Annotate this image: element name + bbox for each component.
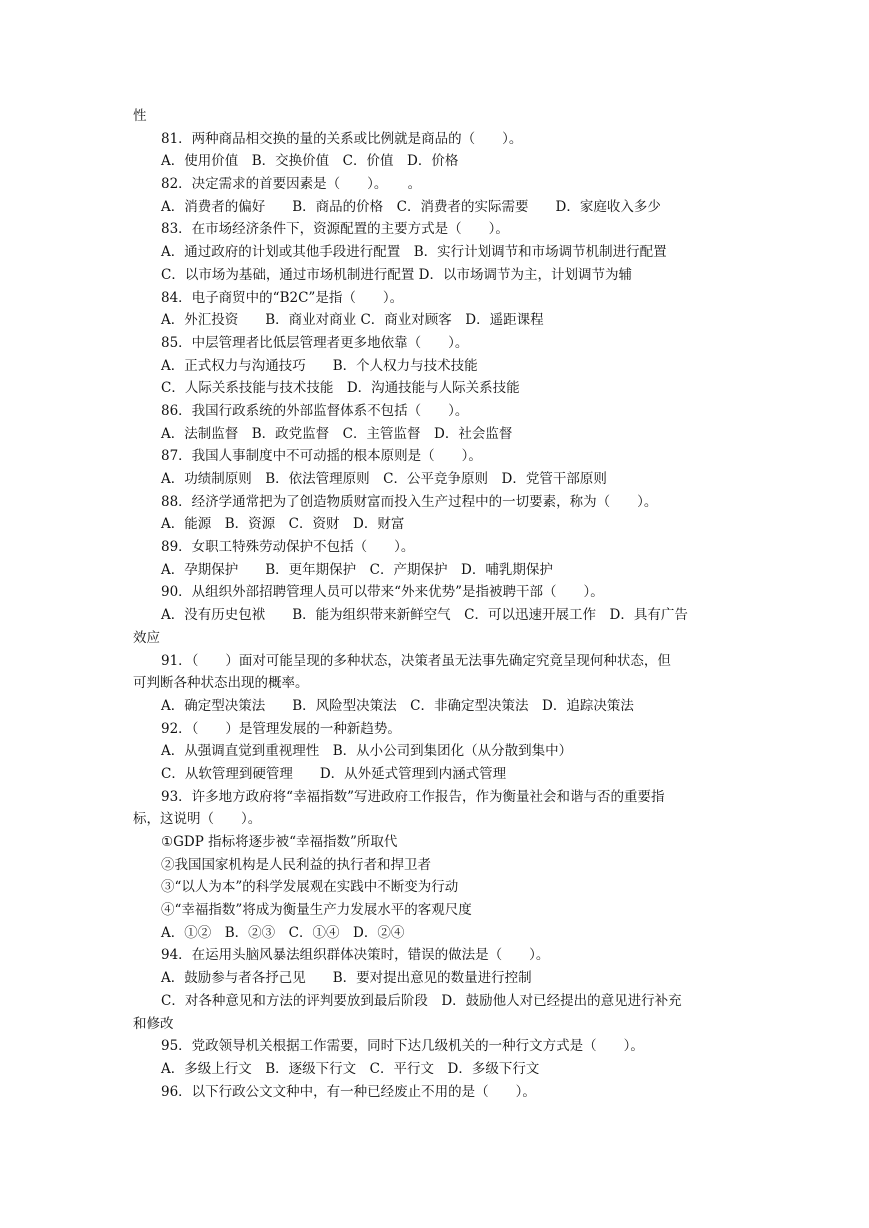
statement-line: ②我国国家机构是人民利益的执行者和捍卫者 <box>161 856 431 873</box>
question-line: 84．电子商贸中的“B2C”是指（ ）。 <box>161 289 404 306</box>
statement-line: ③“以人为本”的科学发展观在实践中不断变为行动 <box>161 879 459 896</box>
options-line: A．使用价值 B．交换价值 C．价值 D．价格 <box>161 153 459 170</box>
options-line: A．孕期保护 B．更年期保护 C．产期保护 D．哺乳期保护 <box>161 561 553 578</box>
question-line: 93．许多地方政府将“幸福指数”写进政府工作报告，作为衡量社会和谐与否的重要指 <box>161 788 665 805</box>
question-line: 94．在运用头脑风暴法组织群体决策时，错误的做法是（ ）。 <box>161 947 550 964</box>
options-line: A．从强调直觉到重视理性 B．从小公司到集团化（从分散到集中） <box>161 743 573 760</box>
question-line: 82．决定需求的首要因素是（ ）。 。 <box>161 176 422 193</box>
statement-line: ①GDP 指标将逐步被“幸福指数”所取代 <box>161 834 398 850</box>
question-line: 89．女职工特殊劳动保护不包括（ ）。 <box>161 539 415 556</box>
question-line: 95．党政领导机关根据工作需要，同时下达几级机关的一种行文方式是（ ）。 <box>161 1038 644 1055</box>
options-line: C．对各种意见和方法的评判要放到最后阶段 D．鼓励他人对已经提出的意见进行补充 <box>161 992 682 1009</box>
question-line: 92．（ ）是管理发展的一种新趋势。 <box>161 720 401 737</box>
options-line: A．没有历史包袱 B．能为组织带来新鲜空气 C．可以迅速开展工作 D．具有广告 <box>161 607 688 624</box>
question-line: 88．经济学通常把为了创造物质财富而投入生产过程中的一切要素，称为（ ）。 <box>161 493 658 510</box>
continuation-line: 效应 <box>133 629 160 646</box>
options-line: A．鼓励参与者各抒己见 B．要对提出意见的数量进行控制 <box>161 970 532 987</box>
question-line: 86．我国行政系统的外部监督体系不包括（ ）。 <box>161 402 469 419</box>
question-line: 96．以下行政公文文种中，有一种已经废止不用的是（ ）。 <box>161 1083 536 1100</box>
question-line: 85．中层管理者比低层管理者更多地依靠（ ）。 <box>161 334 469 351</box>
question-line: 87．我国人事制度中不可动摇的根本原则是（ ）。 <box>161 448 482 465</box>
options-line: A．功绩制原则 B．依法管理原则 C．公平竞争原则 D．党管干部原则 <box>161 471 607 487</box>
continuation-line: 可判断各种状态出现的概率。 <box>133 675 309 692</box>
options-line: A．多级上行文 B．逐级下行文 C．平行文 D．多级下行文 <box>161 1060 540 1077</box>
continuation-line: 和修改 <box>133 1015 174 1032</box>
options-line: A．法制监督 B．政党监督 C．主管监督 D．社会监督 <box>161 425 513 442</box>
question-line: 83．在市场经济条件下，资源配置的主要方式是（ ）。 <box>161 221 509 238</box>
options-line: A．①② B．②③ C．①④ D．②④ <box>161 924 405 941</box>
continuation-line: 性 <box>133 108 147 124</box>
document-body <box>133 105 737 1103</box>
question-line: 90．从组织外部招聘管理人员可以带来“外来优势”是指被聘干部（ ）。 <box>161 584 604 601</box>
continuation-line: 标，这说明（ ）。 <box>133 811 262 828</box>
options-line: A．消费者的偏好 B．商品的价格 C．消费者的实际需要 D．家庭收入多少 <box>161 198 661 215</box>
options-line: A．正式权力与沟通技巧 B．个人权力与技术技能 <box>161 357 478 374</box>
options-line: C．人际关系技能与技术技能 D．沟通技能与人际关系技能 <box>161 380 520 397</box>
question-line: 91．（ ）面对可能呈现的多种状态，决策者虽无法事先确定究竟呈现何种状态，但 <box>161 652 671 669</box>
question-line: 81．两种商品相交换的量的关系或比例就是商品的（ ）。 <box>161 130 523 147</box>
options-line: C．从软管理到硬管理 D．从外延式管理到内涵式管理 <box>161 765 507 782</box>
options-line: A．通过政府的计划或其他手段进行配置 B．实行计划调节和市场调节机制进行配置 <box>161 244 667 261</box>
options-line: C．以市场为基础，通过市场机制进行配置 D．以市场调节为主，计划调节为辅 <box>161 266 632 283</box>
options-line: A．能源 B．资源 C．资财 D．财富 <box>161 516 405 533</box>
options-line: A．确定型决策法 B．风险型决策法 C．非确定型决策法 D．追踪决策法 <box>161 697 634 714</box>
options-line: A．外汇投资 B．商业对商业 C．商业对顾客 D．遥距课程 <box>161 312 544 329</box>
statement-line: ④“幸福指数”将成为衡量生产力发展水平的客观尺度 <box>161 902 472 919</box>
